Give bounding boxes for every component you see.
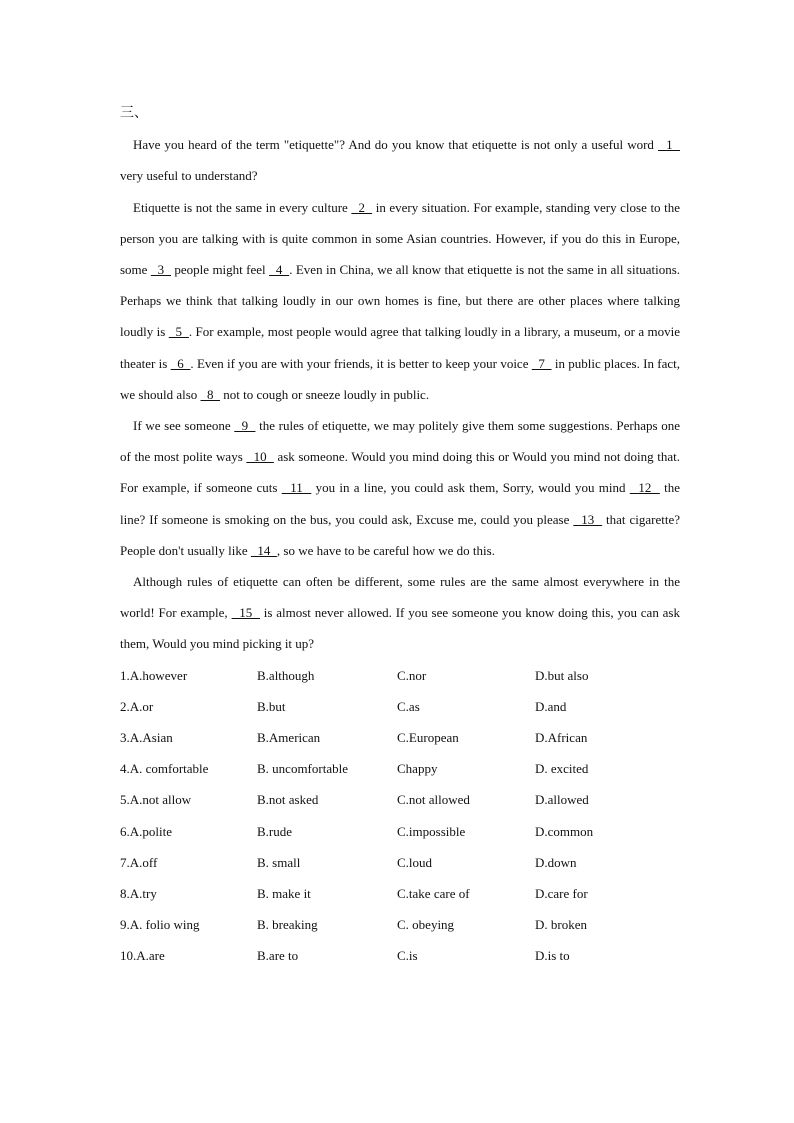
cloze-passage [120,129,680,659]
passage-paragraph [120,129,680,191]
passage-text: in public places. In fact, we should also [120,355,681,402]
option-choice: D. excited [535,761,589,777]
passage-text: the rules of etiquette, we may politely give them some suggestions. Perhaps one of the most polite ways [120,418,680,465]
cloze-blank: 3 [150,262,171,277]
option-choice: D.care for [535,885,588,901]
section-heading: 三、 [120,106,148,121]
option-choice: D.down [535,854,577,870]
option-choice: B.American [257,730,321,746]
option-choice: 2.A.or [120,698,154,714]
option-choice: 4.A. comfortable [120,761,209,777]
cloze-blank: 10 [246,449,274,465]
passage-text: Etiquette is not the same in every culture [133,199,352,215]
cloze-blank: 2 [351,199,373,215]
passage-text: very useful to understand? [120,168,258,184]
cloze-blank: 8 [200,386,221,402]
passage-text: people might feel [170,262,270,277]
option-choice: D.but also [535,667,589,683]
option-choice: C.nor [397,667,427,683]
option-row [120,847,680,878]
passage-text: . Even if you are with your friends, it is better to keep your voice [190,355,532,371]
option-choice: C.European [397,730,459,746]
option-choice: 8.A.try [120,885,157,901]
cloze-blank: 11 [281,480,312,496]
option-choice: 9.A. folio wing [120,917,200,933]
document-page [120,98,680,972]
cloze-blank: 7 [531,355,552,371]
passage-text: Although rules of etiquette can often be different, some rules are the same almost everywhere in the world! For example, [120,574,680,621]
option-choice: B.not asked [257,792,319,808]
option-choice: C.as [397,698,420,714]
cloze-blank: 1 [658,137,680,153]
cloze-blank: 14 [250,542,277,558]
passage-text: is almost never allowed. If you see someone you know doing this, you can ask them, Would you mind picking it up? [120,605,680,652]
cloze-blank: 13 [573,511,603,527]
answer-options [120,660,680,972]
option-row [120,753,680,784]
passage-text: , so we have to be careful how we do this. [276,542,495,558]
option-choice: 3.A.Asian [120,730,173,746]
passage-paragraph [120,192,680,410]
passage-text: you in a line, you could ask them, Sorry, would you mind [311,480,630,496]
passage-text: . Even in China, we all know that etiquette is not the same in all situations. Perhaps we think that talking loudly in our own homes is fine, but there are other places where talking loudly is [120,262,681,340]
option-row [120,816,680,847]
passage-text: in every situation. For example, standing very close to the person you are talking with is quite common in some Asian countries. However, if you do this in Europe, some [120,199,680,277]
option-row [120,940,680,971]
option-choice: C. obeying [397,917,455,933]
option-choice: B.are to [257,948,299,964]
passage-text: not to cough or sneeze loudly in public. [220,386,430,402]
option-choice: C.is [397,948,418,964]
option-choice: 1.A.however [120,667,188,683]
option-choice: B.but [257,698,286,714]
option-choice: D.and [535,698,567,714]
option-choice: D.African [535,730,588,746]
option-row [120,909,680,940]
option-choice: B. breaking [257,917,318,933]
option-row [120,784,680,815]
passage-text: Have you heard of the term "etiquette"? And do you know that etiquette is not only a useful word [133,137,658,153]
cloze-blank: 12 [629,480,660,496]
passage-paragraph [120,410,680,566]
option-choice: 5.A.not allow [120,792,192,808]
option-choice: C.not allowed [397,792,470,808]
option-row [120,660,680,691]
passage-paragraph [120,566,680,660]
passage-text: that cigarette? People don't usually like [120,511,680,558]
passage-text: If we see someone [133,418,235,434]
option-choice: Chappy [397,761,438,777]
option-choice: B. small [257,854,301,870]
option-choice: B. make it [257,885,311,901]
option-choice: 7.A.off [120,854,158,870]
option-row [120,691,680,722]
cloze-blank: 4 [269,262,290,277]
passage-text: ask someone. Would you mind doing this or Would you mind not doing that. For example, if someone cuts [120,449,681,496]
option-choice: D.allowed [535,792,589,808]
cloze-blank: 9 [234,418,256,434]
option-choice: D. broken [535,917,587,933]
passage-text: . For example, most people would agree that talking loudly in a library, a museum, or a movie theater is [120,324,680,371]
option-row [120,722,680,753]
cloze-blank: 5 [168,324,189,340]
option-choice: 10.A.are [120,948,165,964]
option-choice: B. uncomfortable [257,761,348,777]
option-choice: D.is to [535,948,570,964]
passage-text: the line? If someone is smoking on the bus, you could ask, Excuse me, could you please [120,480,680,527]
option-choice: B.although [257,667,315,683]
option-choice: C.loud [397,854,433,870]
option-choice: B.rude [257,823,293,839]
option-choice: C.impossible [397,823,466,839]
option-choice: C.take care of [397,885,470,901]
cloze-blank: 15 [231,605,260,621]
option-choice: D.common [535,823,594,839]
option-row [120,878,680,909]
option-choice: 6.A.polite [120,823,172,839]
cloze-blank: 6 [170,355,191,371]
